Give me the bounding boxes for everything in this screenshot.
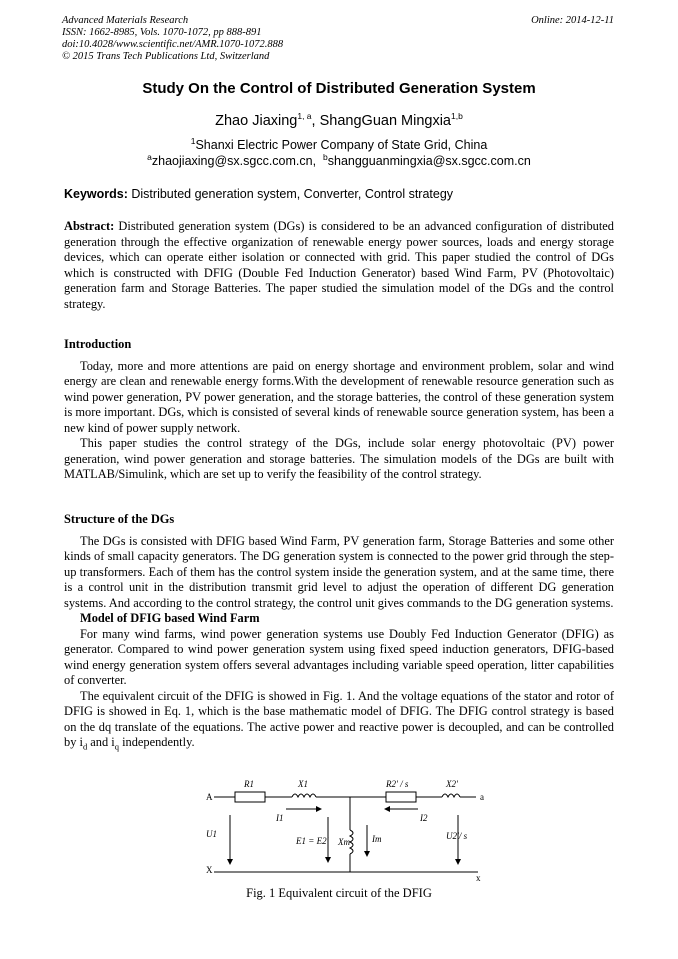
r2-resistor — [386, 792, 416, 802]
abstract-label: Abstract: — [64, 219, 115, 233]
u2-label: U2'/ s — [446, 831, 468, 841]
introduction-section — [64, 337, 614, 483]
keywords-label: Keywords: — [64, 187, 128, 201]
r2-label: R2' / s — [386, 779, 409, 789]
author-2-name: ShangGuan Mingxia — [319, 113, 452, 129]
im-label: Im — [372, 834, 382, 844]
xm-inductor — [350, 830, 353, 854]
journal-info — [62, 15, 283, 63]
structure-paragraph-2: For many wind farms, wind power generation systems use Doubly Fed Induction Generator (DFIG) as generator. Compared to wind power generation system using fixed speed induction generators, DFIG-based wind energy generation system offers several advantages including variable speed operation, litter capabilities of converter. — [64, 626, 614, 687]
affiliation-sup: 1 — [190, 135, 196, 146]
x1-label: X1 — [298, 779, 308, 789]
node-X-label: X — [206, 865, 213, 875]
intro-paragraph-2: This paper studies the control strategy of the DGs, include solar energy photovoltaic (PV) power generation, wind power generation and storage batteries. The simulation models of the DGs are built with MATLAB/Simulink, which are set up to verify the feasibility of the control strategy. — [64, 436, 614, 481]
affiliation-block — [0, 135, 678, 169]
journal-name: Advanced Materials Research — [62, 15, 189, 26]
node-a-label: a — [480, 792, 484, 802]
i2-label: I2 — [420, 813, 428, 823]
email-line — [0, 151, 678, 170]
x2-label: X2' — [446, 779, 458, 789]
figure-caption: Fig. 1 Equivalent circuit of the DFIG — [246, 886, 432, 900]
email-a[interactable]: zhaojiaxing@sx.sgcc.com.cn, — [151, 153, 317, 168]
structure-paragraph-1: The DGs is consisted with DFIG based Wind Farm, PV generation farm, Storage Batteries and some other kinds of small capacity generators. The DG generation system is connected to the power grid through the step-up transformers. Each of them has the control system inside the generation system, and at the same time, there is a control unit in the distribution transmit grid level to adjust the operation of different DG generation systems. And according to the control strategy, the control unit gives commands to the DG generation systems. — [64, 533, 614, 610]
dfig-subheading: Model of DFIG based Wind Farm — [80, 611, 260, 625]
paper-title: Study On the Control of Distributed Generation System — [142, 80, 536, 97]
affiliation-line — [0, 135, 678, 154]
structure-section — [64, 512, 614, 751]
node-A-label: A — [206, 792, 213, 802]
keywords — [64, 187, 614, 201]
introduction-heading: Introduction — [64, 337, 132, 351]
node-x-label: x — [476, 873, 481, 883]
author-separator: , — [311, 113, 320, 129]
author-line — [0, 113, 678, 129]
author-1-name: Zhao Jiaxing — [215, 113, 298, 129]
r1-resistor — [235, 792, 265, 802]
online-date: Online: 2014-12-11 — [531, 15, 614, 26]
r1-label: R1 — [244, 779, 254, 789]
author-2-sup: 1,b — [451, 111, 463, 122]
keywords-text: Distributed generation system, Converter, Control strategy — [127, 187, 454, 201]
author-1-sup: 1, a — [297, 111, 312, 122]
abstract — [64, 219, 614, 312]
email-b[interactable]: shangguanmingxia@sx.sgcc.com.cn — [327, 153, 531, 168]
abstract-text: Distributed generation system (DGs) is considered to be an advanced configuration of distributed generation through the effective organization of renewable energy power sources, loads and energy storage devices, which can operate either isolation or connected with grid. This paper studied the control of DGs which is constructed with DFIG (Double Fed Induction Generator) based Wind Farm, PV (Photovoltaic) generation farm and Storage Batteries. The paper studied the simulation model of the DGs and the control strategy. — [64, 219, 614, 311]
structure-paragraph-3: The equivalent circuit of the DFIG is showed in Fig. 1. And the voltage equations of the stator and rotor of DFIG is showed in Eq. 1, which is the base mathematic model of DFIG. The DFIG control strategy is based on the dq translate of the equations. The active power and reactive power is decoupled, and can be controlled by $i_d$ and $i_q$ independently. — [64, 688, 614, 752]
intro-paragraph-1: Today, more and more attentions are paid on energy shortage and environment problem, solar and wind energy are clean and renewable energy forms.With the development of renewable resource generation such as wind power generation, PV power generation, and the storage batteries, the control of these generation system is more important. DGs, which is consisted of several kinds of renewable source generation system, has been a new kind of power supply network. — [64, 358, 614, 435]
x1-inductor — [292, 794, 316, 797]
e-label: E1 = E2' — [296, 836, 329, 846]
xm-label: Xm — [338, 837, 350, 847]
affiliation-text: Shanxi Electric Power Company of State Grid, China — [195, 138, 488, 152]
email-b-sup: b — [323, 151, 328, 162]
u1-label: U1 — [206, 829, 217, 839]
dfig-equivalent-circuit — [200, 775, 490, 883]
email-a-sup: a — [147, 151, 152, 162]
structure-heading: Structure of the DGs — [64, 512, 175, 526]
journal-issn: ISSN: 1662-8985, Vols. 1070-1072, pp 888-891 — [62, 27, 262, 38]
journal-copyright: © 2015 Trans Tech Publications Ltd, Switzerland — [62, 51, 270, 62]
x2-inductor — [442, 794, 460, 797]
journal-doi: doi:10.4028/www.scientific.net/AMR.1070-1072.888 — [62, 39, 284, 50]
i1-label: I1 — [276, 813, 284, 823]
